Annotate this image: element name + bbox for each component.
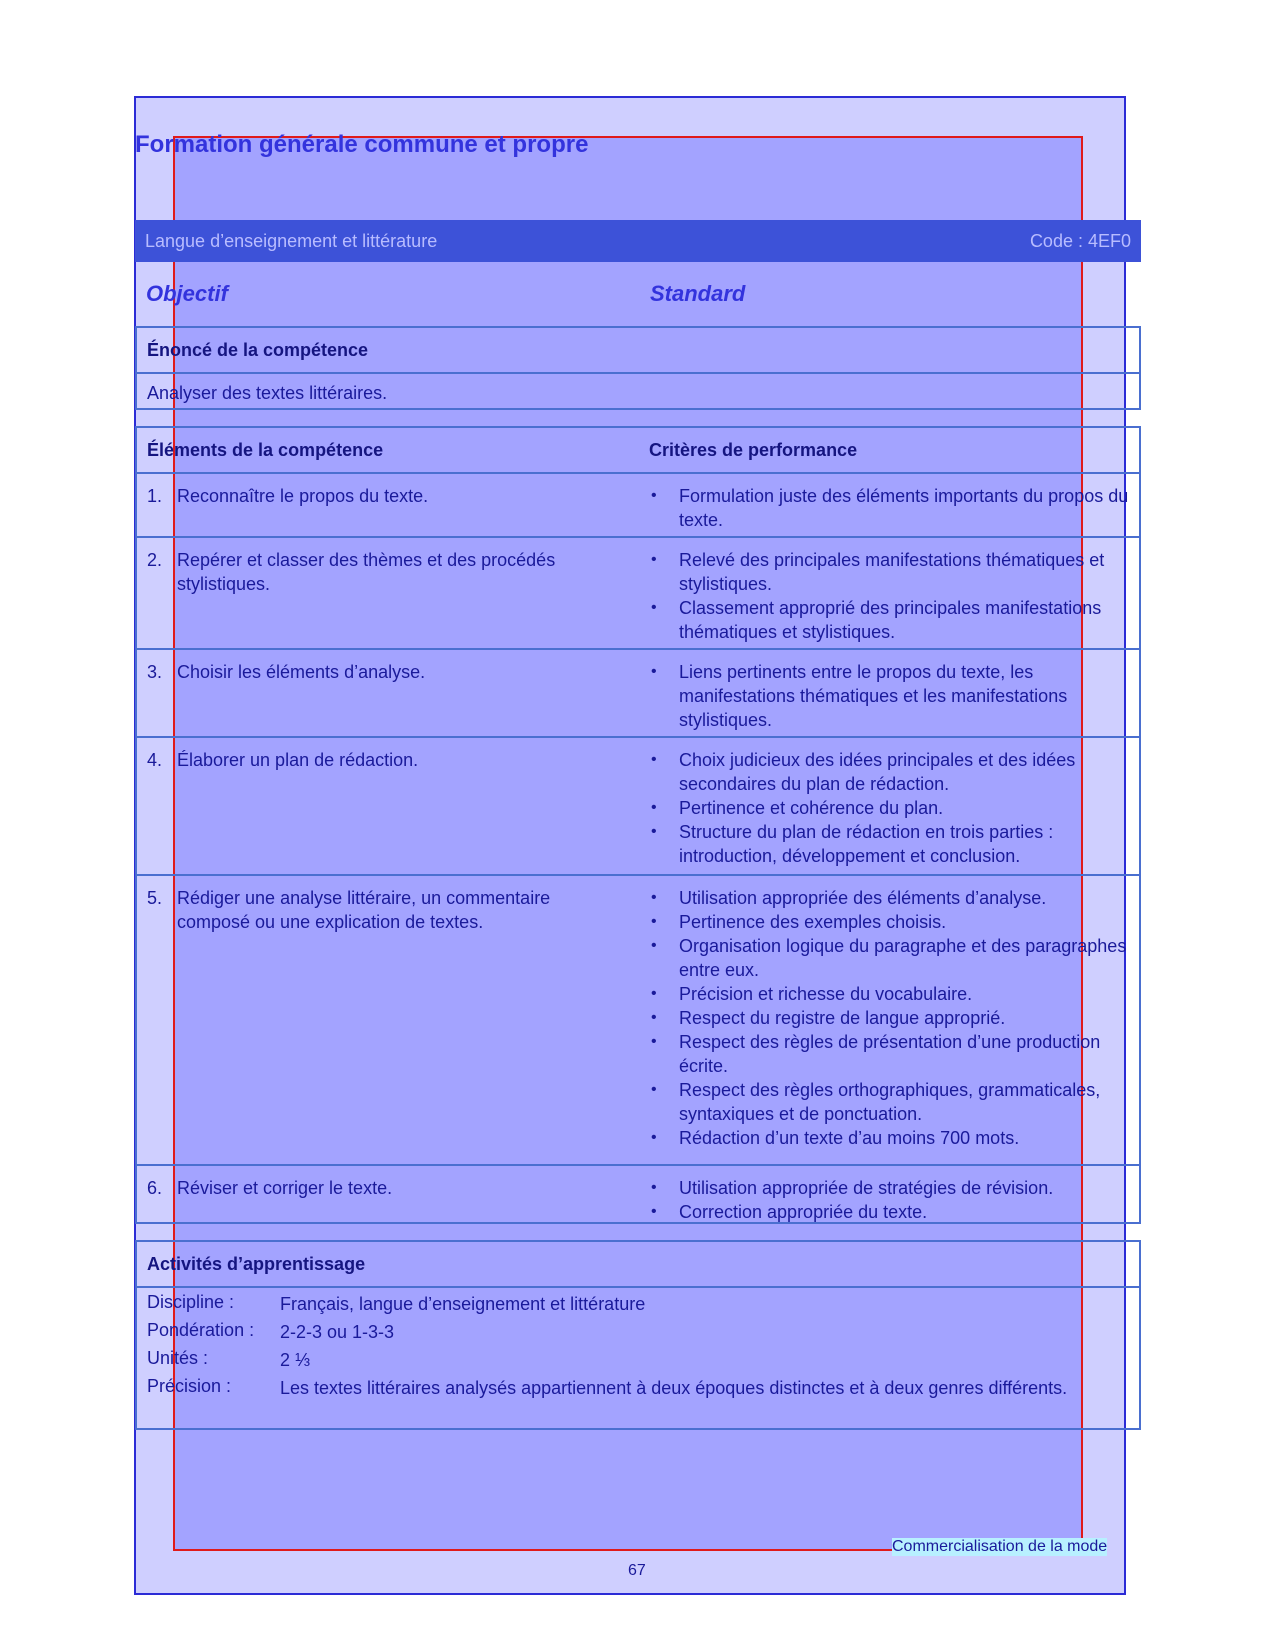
element-number: 1. [147, 486, 163, 506]
table-row [137, 738, 1139, 876]
page-number: 67 [628, 1562, 646, 1579]
criteria-cell [649, 484, 1129, 532]
footer-program: Commercialisation de la mode [892, 1538, 1108, 1555]
discipline-label: Discipline : [147, 1292, 235, 1312]
ponderation-line [137, 1316, 1139, 1344]
table-row [137, 538, 1139, 650]
table-header [137, 428, 1139, 474]
criterion: • Formulation juste des éléments importants du propos du texte. [651, 486, 1129, 530]
element-text: Choisir les éléments d’analyse. [177, 662, 426, 682]
course-band [135, 220, 1141, 262]
element-number: 6. [147, 1178, 163, 1198]
col-elements-heading: Éléments de la compétence [147, 440, 384, 460]
criterion: • Utilisation appropriée des éléments d’analyse. [651, 888, 1047, 908]
enonce-header [137, 328, 1139, 374]
criterion: • Respect des règles de présentation d’une production écrite. [651, 1032, 1101, 1076]
ponderation-value: 2-2-3 ou 1-3-3 [280, 1322, 395, 1342]
unites-line [137, 1344, 1139, 1372]
activites-heading: Activités d’apprentissage [147, 1254, 366, 1274]
element-number: 2. [147, 550, 163, 570]
course-code: Code : 4EF0 [1029, 231, 1131, 251]
element-number: 4. [147, 750, 163, 770]
element-text: Repérer et classer des thèmes et des procédés stylistiques. [177, 550, 556, 594]
criteria-cell [649, 1176, 1129, 1224]
table-row [137, 650, 1139, 738]
criteria-cell [649, 886, 1129, 1150]
precision-line [137, 1372, 1139, 1424]
unites-label: Unités : [147, 1348, 209, 1368]
enonce-heading: Énoncé de la compétence [147, 340, 369, 360]
criteria-cell [649, 548, 1129, 644]
discipline-line [137, 1288, 1139, 1316]
criteria-cell [649, 748, 1129, 868]
activites-box [135, 1240, 1141, 1430]
criterion: • Pertinence des exemples choisis. [651, 912, 947, 932]
element-text: Élaborer un plan de rédaction. [177, 750, 419, 770]
page-title: Formation générale commune et propre [135, 131, 589, 158]
activites-header [137, 1242, 1139, 1288]
criteria-cell [649, 660, 1129, 732]
element-text: Réviser et corriger le texte. [177, 1178, 393, 1198]
element-text: Reconnaître le propos du texte. [177, 486, 429, 506]
criterion: • Correction appropriée du texte. [651, 1202, 928, 1222]
criterion: • Pertinence et cohérence du plan. [651, 798, 944, 818]
precision-value: Les textes littéraires analysés appartiennent à deux époques distinctes et à deux genres différents. [280, 1378, 1068, 1398]
ponderation-label: Pondération : [147, 1320, 255, 1340]
element-number: 3. [147, 662, 163, 682]
criterion: • Liens pertinents entre le propos du texte, les manifestations thématiques et les manifestations stylistiques. [651, 662, 1068, 730]
col-criteres-heading: Critères de performance [649, 440, 858, 460]
criterion: • Utilisation appropriée de stratégies de révision. [651, 1178, 1054, 1198]
criterion: • Précision et richesse du vocabulaire. [651, 984, 973, 1004]
enonce-text: Analyser des textes littéraires. [147, 383, 388, 403]
criterion: • Respect des règles orthographiques, grammaticales, syntaxiques et de ponctuation. [651, 1080, 1101, 1124]
criterion: • Rédaction d’un texte d’au moins 700 mots. [651, 1128, 1020, 1148]
standard-heading: Standard [650, 281, 746, 306]
enonce-row [137, 374, 1139, 410]
criterion: • Choix judicieux des idées principales et des idées secondaires du plan de rédaction. [651, 750, 1076, 794]
element-text: Rédiger une analyse littéraire, un commentaire composé ou une explication de textes. [177, 888, 551, 932]
element-number: 5. [147, 888, 163, 908]
unites-value: 2 ⅓ [280, 1350, 311, 1370]
criterion: • Organisation logique du paragraphe et des paragraphes entre eux. [651, 936, 1127, 980]
table-row [137, 876, 1139, 1166]
criterion: • Respect du registre de langue approprié. [651, 1008, 1006, 1028]
criterion: • Classement approprié des principales manifestations thématiques et stylistiques. [651, 598, 1102, 642]
precision-label: Précision : [147, 1376, 232, 1396]
criterion: • Structure du plan de rédaction en trois parties : introduction, développement et conclusion. [651, 822, 1054, 866]
competence-table [135, 426, 1141, 1224]
table-row [137, 474, 1139, 538]
objectif-heading: Objectif [146, 281, 228, 306]
enonce-box [135, 326, 1141, 410]
criterion: • Relevé des principales manifestations thématiques et stylistiques. [651, 550, 1105, 594]
discipline-value: Français, langue d’enseignement et littérature [280, 1294, 646, 1314]
course-name: Langue d’enseignement et littérature [145, 231, 438, 251]
table-row [137, 1166, 1139, 1228]
